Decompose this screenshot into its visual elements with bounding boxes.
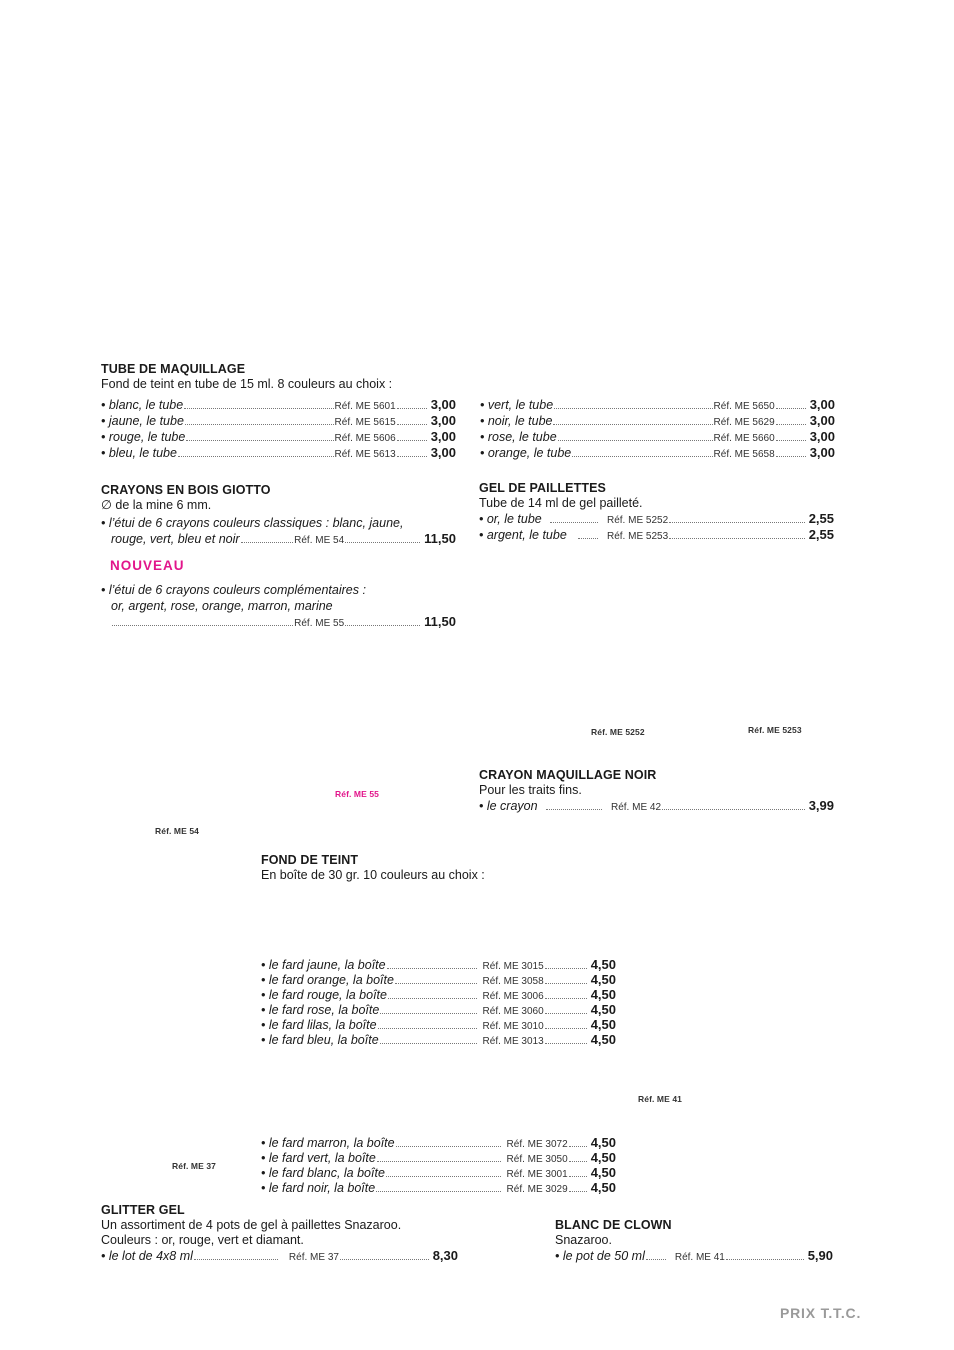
price: 4,50 — [590, 1180, 616, 1195]
price-row — [111, 614, 456, 630]
prix-ttc-footer: PRIX T.T.C. — [780, 1305, 862, 1321]
price-row — [261, 1165, 616, 1180]
tube-list-right — [480, 397, 835, 461]
price-row — [480, 413, 835, 429]
item-label: • bleu, le tube — [101, 446, 177, 460]
leader-dots — [572, 456, 712, 457]
tube-list-left — [101, 397, 456, 461]
item-label: • jaune, le tube — [101, 414, 184, 428]
leader-dots — [569, 1146, 587, 1147]
price: 4,50 — [590, 1032, 616, 1047]
leader-dots — [545, 1013, 587, 1014]
leader-dots — [545, 998, 587, 999]
price: 11,50 — [424, 531, 456, 546]
leader-dots — [387, 968, 477, 969]
leader-dots — [669, 522, 805, 523]
price: 4,50 — [590, 1002, 616, 1017]
ref-code: Réf. ME 54 — [294, 535, 345, 546]
item-label: • or, le tube — [479, 512, 542, 526]
price: 2,55 — [808, 527, 834, 542]
leader-dots — [395, 983, 477, 984]
crayons-title: CRAYONS EN BOIS GIOTTO — [101, 483, 271, 497]
leader-dots — [569, 1191, 587, 1192]
price: 4,50 — [590, 1135, 616, 1150]
item-label: • le crayon — [479, 799, 538, 813]
item-label: • noir, le tube — [480, 414, 553, 428]
item-label: • le fard lilas, la boîte — [261, 1018, 377, 1032]
price: 11,50 — [424, 614, 456, 629]
price-row — [101, 397, 456, 413]
item-label: • le fard rouge, la boîte — [261, 988, 387, 1002]
gel-title: GEL DE PAILLETTES — [479, 481, 606, 495]
crayons-item2-line2: or, argent, rose, orange, marron, marine — [111, 599, 333, 613]
ref-code: Réf. ME 5252 — [607, 515, 669, 526]
price-row — [111, 531, 456, 547]
nouveau-badge: NOUVEAU — [110, 558, 185, 573]
price: 3,00 — [430, 429, 456, 444]
leader-dots — [380, 1043, 477, 1044]
leader-dots — [726, 1259, 804, 1260]
ref-code: Réf. ME 5615 — [334, 417, 396, 428]
leader-dots — [185, 424, 334, 425]
ref-code: Réf. ME 3072 — [506, 1139, 568, 1150]
item-label: • blanc, le tube — [101, 398, 184, 412]
leader-dots — [378, 1028, 477, 1029]
ref-code: Réf. ME 3013 — [482, 1036, 544, 1047]
leader-dots — [554, 408, 712, 409]
price-row — [479, 527, 834, 543]
leader-dots — [776, 456, 806, 457]
leader-dots — [578, 538, 598, 539]
crayons-description: ∅ de la mine 6 mm. — [101, 498, 212, 512]
leader-dots — [178, 456, 334, 457]
leader-dots — [241, 542, 294, 543]
leader-dots — [340, 1259, 429, 1260]
leader-dots — [646, 1259, 666, 1260]
leader-dots — [545, 1028, 587, 1029]
clown-description: Snazaroo. — [555, 1233, 612, 1247]
leader-dots — [669, 538, 805, 539]
price-row — [261, 987, 616, 1002]
price-row — [479, 511, 834, 527]
caption-ref-me37: Réf. ME 37 — [172, 1161, 216, 1171]
leader-dots — [553, 424, 712, 425]
ref-code: Réf. ME 3058 — [482, 976, 544, 987]
leader-dots — [397, 440, 427, 441]
price-row — [261, 957, 616, 972]
leader-dots — [550, 522, 598, 523]
price: 3,00 — [809, 429, 835, 444]
leader-dots — [569, 1176, 587, 1177]
item-label: • le fard marron, la boîte — [261, 1136, 395, 1150]
ref-code: Réf. ME 55 — [294, 618, 345, 629]
price-row — [101, 413, 456, 429]
fond-list-2 — [261, 1135, 616, 1195]
ref-code: Réf. ME 3015 — [482, 961, 544, 972]
crayons-item1-line1: • l’étui de 6 crayons couleurs classiques : blanc, jaune, — [101, 516, 404, 530]
ref-code: Réf. ME 5658 — [713, 449, 775, 460]
price: 3,00 — [430, 397, 456, 412]
item-label: • le fard jaune, la boîte — [261, 958, 386, 972]
price: 3,00 — [809, 445, 835, 460]
price-row — [101, 1248, 458, 1264]
item-label: • le pot de 50 ml — [555, 1249, 645, 1263]
item-label: • argent, le tube — [479, 528, 567, 542]
price: 5,90 — [807, 1248, 833, 1263]
ref-code: Réf. ME 3010 — [482, 1021, 544, 1032]
clown-title: BLANC DE CLOWN — [555, 1218, 672, 1232]
crayon-noir-title: CRAYON MAQUILLAGE NOIR — [479, 768, 657, 782]
ref-code: Réf. ME 3006 — [482, 991, 544, 1002]
leader-dots — [397, 408, 427, 409]
price: 2,55 — [808, 511, 834, 526]
leader-dots — [388, 998, 477, 999]
ref-code: Réf. ME 5601 — [334, 401, 396, 412]
leader-dots — [194, 1259, 278, 1260]
leader-dots — [776, 408, 806, 409]
item-label: rouge, vert, bleu et noir — [111, 532, 240, 546]
fond-description: En boîte de 30 gr. 10 couleurs au choix : — [261, 868, 485, 882]
leader-dots — [569, 1161, 587, 1162]
ref-code: Réf. ME 5660 — [713, 433, 775, 444]
tube-title: TUBE DE MAQUILLAGE — [101, 362, 246, 376]
glitter-title: GLITTER GEL — [101, 1203, 185, 1217]
ref-code: Réf. ME 37 — [288, 1252, 339, 1263]
ref-code: Réf. ME 5650 — [713, 401, 775, 412]
price: 3,99 — [808, 798, 834, 813]
ref-code: Réf. ME 3060 — [482, 1006, 544, 1017]
leader-dots — [345, 542, 420, 543]
glitter-description-1: Un assortiment de 4 pots de gel à paillettes Snazaroo. — [101, 1218, 402, 1232]
gel-description: Tube de 14 ml de gel pailleté. — [479, 496, 643, 510]
leader-dots — [558, 440, 713, 441]
ref-code: Réf. ME 3001 — [506, 1169, 568, 1180]
ref-code: Réf. ME 3029 — [506, 1184, 568, 1195]
fond-title: FOND DE TEINT — [261, 853, 359, 867]
leader-dots — [546, 809, 602, 810]
ref-code: Réf. ME 41 — [674, 1252, 725, 1263]
tube-description: Fond de teint en tube de 15 ml. 8 couleurs au choix : — [101, 377, 393, 391]
crayon-noir-description: Pour les traits fins. — [479, 783, 582, 797]
leader-dots — [545, 983, 587, 984]
leader-dots — [545, 1043, 587, 1044]
leader-dots — [377, 1161, 501, 1162]
leader-dots — [376, 1191, 500, 1192]
leader-dots — [397, 424, 427, 425]
price: 4,50 — [590, 1017, 616, 1032]
fond-list-1 — [261, 957, 616, 1047]
leader-dots — [386, 1176, 501, 1177]
price-row — [101, 429, 456, 445]
leader-dots — [345, 625, 420, 626]
caption-ref-me54: Réf. ME 54 — [155, 826, 199, 836]
price-row — [101, 445, 456, 461]
leader-dots — [662, 809, 805, 810]
leader-dots — [545, 968, 587, 969]
ref-code: Réf. ME 5613 — [334, 449, 396, 460]
item-label: • le fard vert, la boîte — [261, 1151, 376, 1165]
glitter-description-2: Couleurs : or, rouge, vert et diamant. — [101, 1233, 304, 1247]
leader-dots — [397, 456, 427, 457]
item-label: • orange, le tube — [480, 446, 572, 460]
item-label: • rouge, le tube — [101, 430, 186, 444]
price: 4,50 — [590, 1150, 616, 1165]
price-row — [480, 445, 835, 461]
item-label: • le fard noir, la boîte — [261, 1181, 376, 1195]
price-row — [261, 1135, 616, 1150]
price: 3,00 — [430, 445, 456, 460]
item-label: • le fard orange, la boîte — [261, 973, 394, 987]
price: 3,00 — [809, 413, 835, 428]
price: 3,00 — [809, 397, 835, 412]
price-row — [261, 1002, 616, 1017]
price-row — [480, 397, 835, 413]
item-label: • vert, le tube — [480, 398, 554, 412]
item-label: • rose, le tube — [480, 430, 557, 444]
price-row — [261, 1180, 616, 1195]
item-label: • le fard bleu, la boîte — [261, 1033, 379, 1047]
caption-ref-me5253: Réf. ME 5253 — [748, 725, 802, 735]
price: 4,50 — [590, 972, 616, 987]
ref-code: Réf. ME 42 — [611, 802, 662, 813]
leader-dots — [380, 1013, 476, 1014]
leader-dots — [776, 440, 806, 441]
price-row — [555, 1248, 833, 1264]
leader-dots — [112, 625, 293, 626]
price: 4,50 — [590, 957, 616, 972]
price: 4,50 — [590, 1165, 616, 1180]
price-row — [479, 798, 834, 814]
leader-dots — [396, 1146, 501, 1147]
leader-dots — [184, 408, 333, 409]
ref-code: Réf. ME 5253 — [607, 531, 669, 542]
price-row — [261, 1150, 616, 1165]
item-label: • le fard blanc, la boîte — [261, 1166, 385, 1180]
ref-code: Réf. ME 3050 — [506, 1154, 568, 1165]
item-label: • le lot de 4x8 ml — [101, 1249, 193, 1263]
item-label: • le fard rose, la boîte — [261, 1003, 380, 1017]
price: 8,30 — [432, 1248, 458, 1263]
ref-code: Réf. ME 5629 — [713, 417, 775, 428]
price-row — [261, 972, 616, 987]
leader-dots — [776, 424, 806, 425]
caption-ref-me55: Réf. ME 55 — [335, 789, 379, 799]
caption-ref-me41: Réf. ME 41 — [638, 1094, 682, 1104]
price: 3,00 — [430, 413, 456, 428]
price-row — [261, 1017, 616, 1032]
crayons-item2-line1: • l’étui de 6 crayons couleurs complémentaires : — [101, 583, 366, 597]
price: 4,50 — [590, 987, 616, 1002]
price-row — [261, 1032, 616, 1047]
ref-code: Réf. ME 5606 — [334, 433, 396, 444]
gel-list — [479, 511, 834, 543]
caption-ref-me5252: Réf. ME 5252 — [591, 727, 645, 737]
price-row — [480, 429, 835, 445]
leader-dots — [186, 440, 333, 441]
